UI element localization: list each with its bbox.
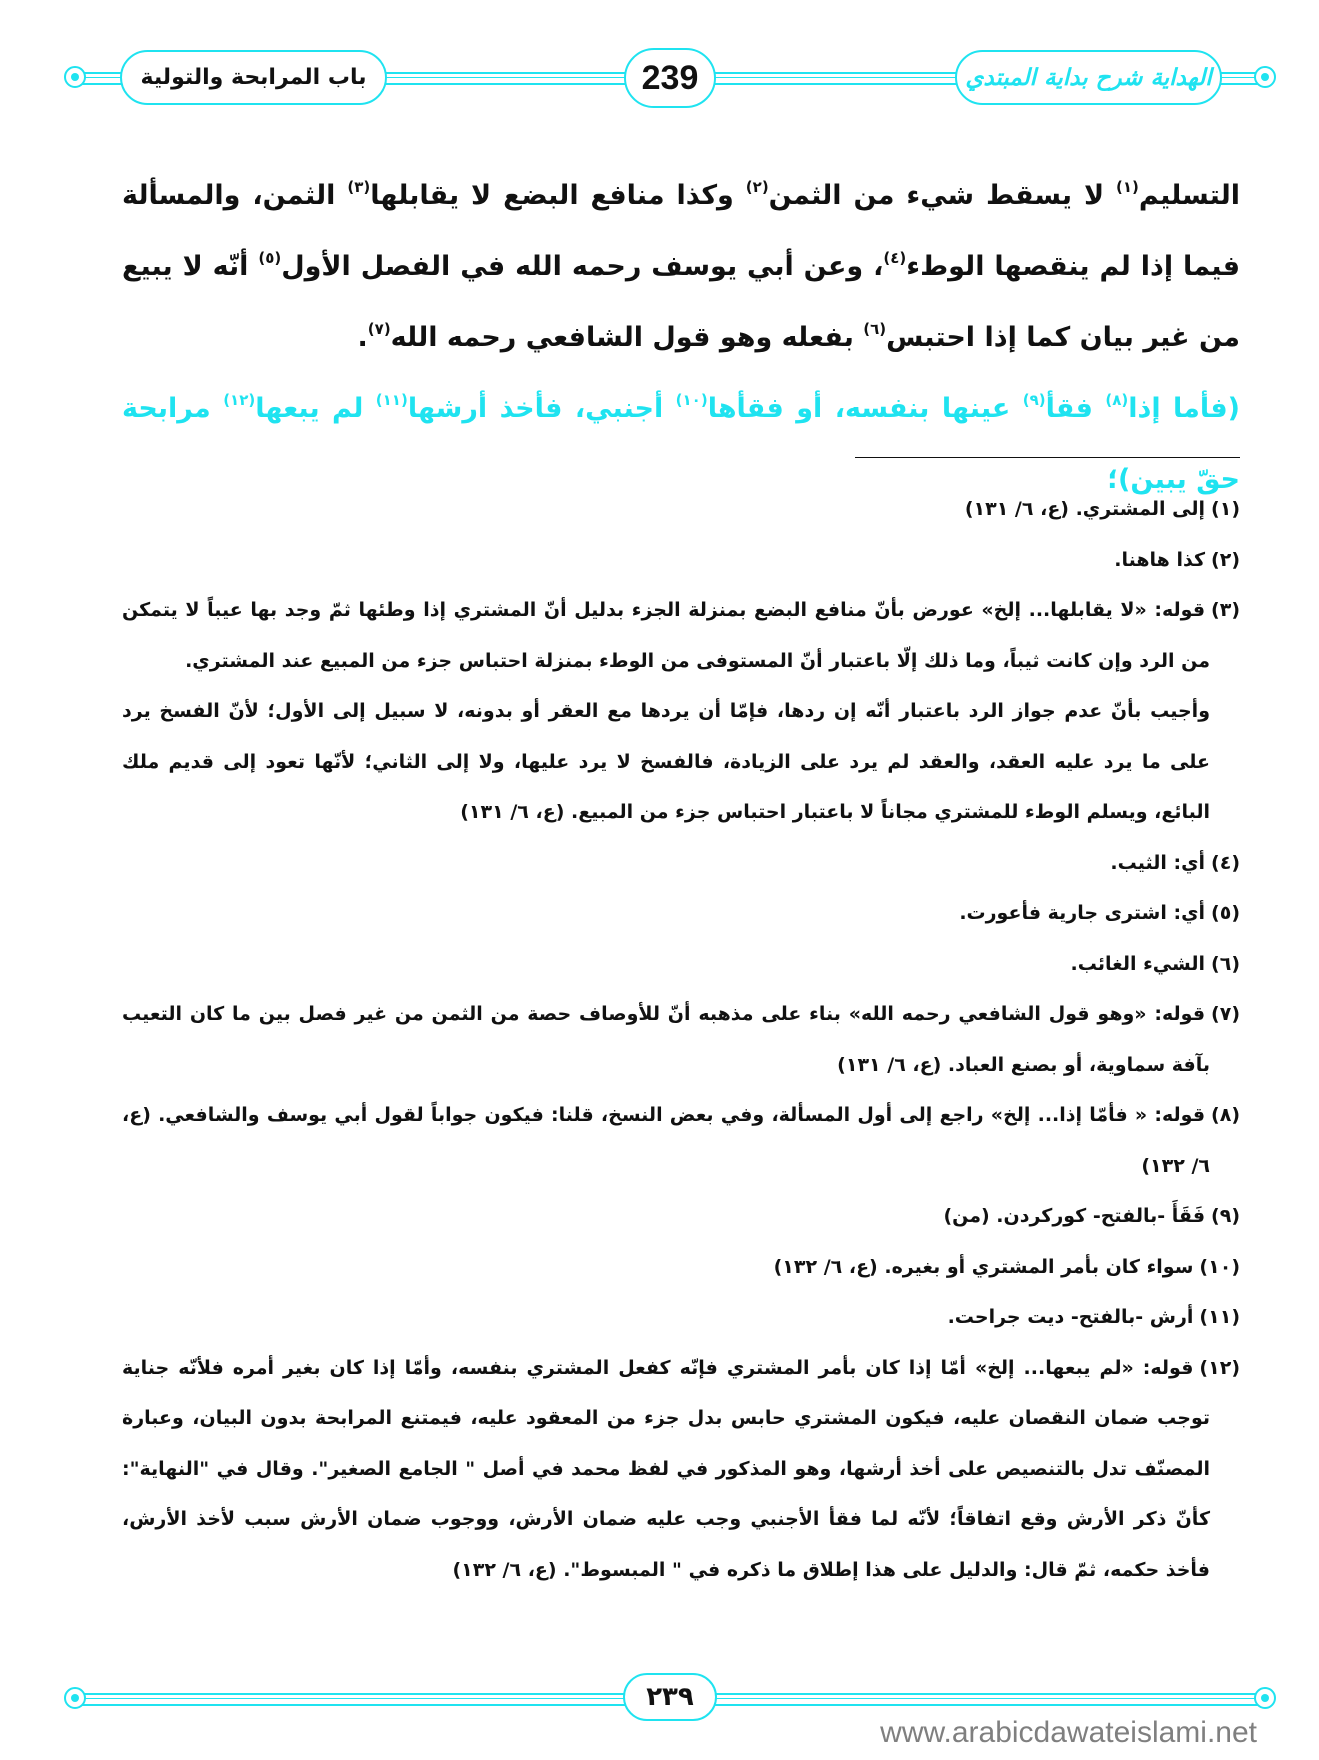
page-number: 239 <box>641 58 699 97</box>
page-number-pill <box>624 48 716 108</box>
footer-page-number: ٢٣٩ <box>646 1682 694 1712</box>
book-title-logo: الهداية شرح بداية المبتدي <box>965 64 1212 91</box>
footnote-number: (٨) <box>1211 1104 1240 1126</box>
footnote <box>122 484 1240 535</box>
text-segment: فقأ <box>1045 393 1106 424</box>
footnote-text: فَقَأَ -بالفتح- كوركردن. (من) <box>943 1205 1206 1227</box>
footnote-number: (٢) <box>1211 548 1240 571</box>
footnote-continuation: وأجيب بأنّ عدم جواز الرد باعتبار أنّه إن ردها، فإمّا أن يردها مع العقر أو بدونه، لا سبيل إلى الأول؛ لأنّ الفسخ يرد على ما يرد عليه العقد، والعقد لم يرد على الزيادة، فالفسخ لا يرد عليها، ولا إلى الثاني؛ لأنّها تعود إلى قديم ملك البائع، ويسلم الوطء للمشتري مجاناً لا باعتبار احتباس جزء من المبيع. (ع، ٦/ ١٣١) <box>122 700 1210 823</box>
footnote-number: (٤) <box>1211 851 1240 874</box>
footnote-number: (١٢) <box>1199 1356 1240 1379</box>
footnote-reference[interactable]: (٥) <box>258 249 282 267</box>
text-segment: وكذا منافع البضع لا يقابلها <box>370 180 746 211</box>
footnote-text: إلى المشتري. (ع، ٦/ ١٣١) <box>964 498 1206 520</box>
footnote-lead: قوله: «لا يقابلها... إلخ» <box>981 599 1206 621</box>
footnote <box>122 989 1240 1090</box>
text-segment: الثمن، والمسألة فيما إذا لم ينقصها الوطء <box>122 180 1241 282</box>
footnote-number: (٥) <box>1211 902 1240 924</box>
footnote-text: أرش -بالفتح- ديت جراحت. <box>947 1306 1194 1328</box>
footnote-number: (١١) <box>1199 1306 1240 1328</box>
ornament-left-cap-icon <box>64 1687 86 1709</box>
footer-page-number-pill <box>623 1673 717 1721</box>
footnote-number: (٣) <box>1211 599 1240 621</box>
footnote-number: (٩) <box>1211 1205 1240 1227</box>
footnote-text: كذا هاهنا. <box>1114 548 1206 571</box>
chapter-title: باب المرابحة والتولية <box>140 65 367 90</box>
text-segment: لم يبعها <box>255 393 376 424</box>
footnotes <box>122 484 1240 1595</box>
footnote-text: أمّا إذا كان بأمر المشتري فإنّه كفعل المشتري بنفسه، وأمّا إذا كان بغير أمره فلأنّه جناية توجب ضمان النقصان عليه، فيكون المشتري حابس بدل جزء من المعقود عليه، فيمتنع المرابحة بدون البيان، وعبارة المصنّف تدل بالتنصيص على أخذ أرشها، وهو المذكور في لفظ محمد في أصل " الجامع الصغير". وقال في "النهاية": كأنّ ذكر الأرش وقع اتفاقاً؛ لأنّه لما فقأ الأجنبي وجب عليه ضمان الأرش، ووجوب ضمان الأرش سبب لأخذ الأرش، فأخذ حكمه، ثمّ قال: والدليل على هذا إطلاق ما ذكره في " المبسوط". (ع، ٦/ ١٣٢) <box>122 1356 1210 1581</box>
footnote-text: عورض بأنّ منافع البضع بمنزلة الجزء بدليل أنّ المشتري إذا وطئها ثمّ وجد بها عيباً لا يتمكن من الرد وإن كانت ثيباً، وما ذلك إلّا باعتبار أنّ المستوفى من الوطء بمنزلة احتباس جزء من المبيع عند المشتري. <box>122 599 1210 672</box>
ornament-left-cap-icon <box>64 66 86 88</box>
footnote <box>122 939 1240 990</box>
chapter-title-pill <box>120 50 387 105</box>
book-title-pill <box>955 50 1222 105</box>
footnote-number: (٧) <box>1211 1003 1240 1025</box>
footnote-text: الشيء الغائب. <box>1070 952 1206 975</box>
footnote-reference[interactable]: (٧) <box>367 320 391 338</box>
text-segment: بفعله وهو قول الشافعي رحمه الله <box>390 322 864 353</box>
footnote-lead: قوله: «لم يبعها... إلخ» <box>974 1356 1194 1379</box>
footnote-text: راجع إلى أول المسألة، وفي بعض النسخ، قلنا: فيكون جواباً لقول أبي يوسف والشافعي. (ع، ٦/ ١٣٢) <box>122 1104 1210 1177</box>
ornament-right-cap-icon <box>1254 66 1276 88</box>
footnote-reference[interactable]: (١١) <box>375 391 408 409</box>
footnote <box>122 585 1240 838</box>
text-segment: أنّه لا يبيع من غير بيان كما إذا احتبس <box>122 251 1240 353</box>
footnote-reference[interactable]: (٤) <box>883 249 907 267</box>
footnote-reference[interactable]: (١٢) <box>223 391 256 409</box>
footnote-text: أي: اشترى جارية فأعورت. <box>959 902 1206 924</box>
footnote <box>122 1242 1240 1293</box>
footnote-number: (٦) <box>1211 952 1240 975</box>
footnote-lead: قوله: « فأمّا إذا... إلخ» <box>990 1104 1206 1126</box>
text-segment: ، وعن أبي يوسف رحمه الله في الفصل الأول <box>281 251 884 282</box>
footnote-text: سواء كان بأمر المشتري أو بغيره. (ع، ٦/ ١٣٢) <box>773 1255 1194 1278</box>
text-segment: عينها بنفسه، أو فقأها <box>707 393 1023 424</box>
footnote <box>122 838 1240 889</box>
text-segment: لا يسقط شيء من الثمن <box>768 180 1117 211</box>
footnote-reference[interactable]: (٣) <box>347 178 371 196</box>
footnote <box>122 1292 1240 1343</box>
text-segment: . <box>357 322 368 353</box>
text-segment: التسليم <box>1138 180 1241 211</box>
footnote-number: (١٠) <box>1199 1255 1240 1278</box>
footnote-reference[interactable]: (٢) <box>745 178 769 196</box>
footnote-reference[interactable]: (٨) <box>1105 391 1129 409</box>
main-text <box>122 160 1240 515</box>
footnote <box>122 888 1240 939</box>
text-segment: مرابحة حقّ يبين)؛ <box>122 393 1240 495</box>
footnote <box>122 1090 1240 1191</box>
footnote <box>122 535 1240 586</box>
footnote-separator <box>855 457 1240 458</box>
footnote-text: بناء على مذهبه أنّ للأوصاف حصة من الثمن من غير فصل بين ما كان التعيب بآفة سماوية، أو بصنع العباد. (ع، ٦/ ١٣١) <box>122 1003 1210 1076</box>
footnote-reference[interactable]: (٩) <box>1022 391 1046 409</box>
ornament-right-cap-icon <box>1254 1687 1276 1709</box>
text-segment: (فأما إذا <box>1128 393 1241 424</box>
text-segment: أجنبي، فأخذ أرشها <box>407 393 676 424</box>
footnote-reference[interactable]: (١٠) <box>675 391 708 409</box>
watermark: www.arabicdawateislami.net <box>880 1716 1257 1749</box>
footnote-reference[interactable]: (١) <box>1116 178 1139 196</box>
footnote <box>122 1191 1240 1242</box>
footnote-number: (١) <box>1211 498 1240 520</box>
footnote-text: أي: الثيب. <box>1110 851 1206 874</box>
footnote <box>122 1343 1240 1596</box>
footnote-reference[interactable]: (٦) <box>863 320 887 338</box>
main-paragraph <box>122 160 1240 373</box>
footnote-lead: قوله: «وهو قول الشافعي رحمه الله» <box>848 1003 1206 1025</box>
